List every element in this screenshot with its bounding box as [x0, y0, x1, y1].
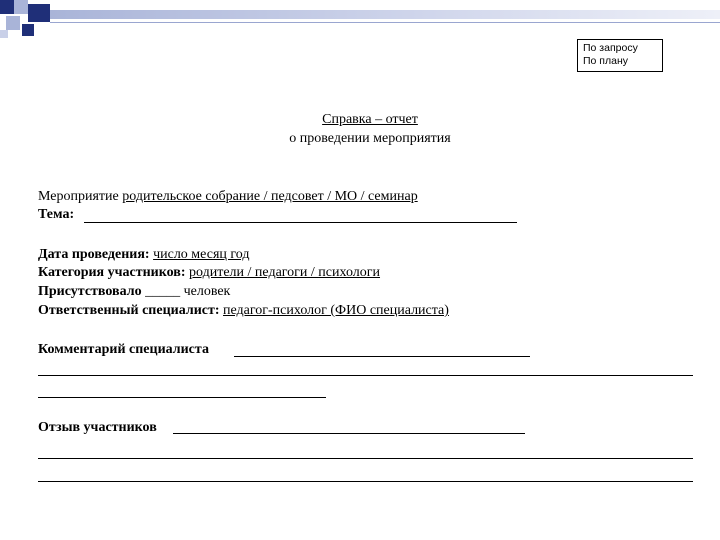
responsible-value: педагог-психолог (ФИО специалиста)	[223, 303, 449, 318]
responsible-row	[38, 302, 449, 320]
participants-feedback-blank-1	[173, 433, 525, 434]
document-subtitle: о проведении мероприятия	[289, 131, 451, 146]
specialist-comment-blank-1	[234, 356, 530, 357]
participants-feedback-row	[38, 419, 157, 437]
participants-feedback-blank-3	[38, 481, 693, 482]
corner-square-pale	[0, 30, 8, 38]
specialist-comment-label: Комментарий специалиста	[38, 342, 209, 357]
stamp-line-planned: По плану	[583, 55, 629, 67]
header-rule	[50, 22, 720, 23]
corner-square-light	[6, 16, 20, 30]
stamp-line-on-request: По запросу	[583, 42, 638, 54]
participants-feedback-label: Отзыв участников	[38, 420, 157, 435]
event-row	[38, 188, 418, 206]
date-label: Дата проведения:	[38, 247, 150, 262]
category-value: родители / педагоги / психологи	[189, 265, 381, 280]
event-label: Мероприятие	[38, 189, 119, 204]
corner-square-dark	[22, 24, 34, 36]
date-value: число месяц год	[153, 247, 250, 262]
topic-blank-line	[84, 222, 517, 223]
specialist-comment-blank-2	[38, 375, 693, 376]
category-row	[38, 264, 380, 282]
corner-square-dark	[28, 4, 50, 22]
corner-square-light	[14, 0, 28, 14]
attended-row	[38, 283, 230, 301]
attended-unit: человек	[183, 284, 231, 299]
specialist-comment-row	[38, 341, 209, 359]
corner-square-dark	[0, 0, 14, 14]
date-row	[38, 246, 250, 264]
document-title: Справка – отчет	[322, 112, 418, 127]
event-value: родительское собрание / педсовет / МО / семинар	[122, 189, 418, 204]
topic-label: Тема:	[38, 207, 75, 222]
responsible-label: Ответственный специалист:	[38, 303, 220, 318]
topic-row	[38, 206, 74, 224]
attended-blank: _____	[145, 284, 181, 299]
category-label: Категория участников:	[38, 265, 186, 280]
participants-feedback-blank-2	[38, 458, 693, 459]
specialist-comment-blank-3	[38, 397, 326, 398]
header-gradient-bar	[50, 10, 720, 19]
request-type-box	[577, 39, 663, 72]
attended-label: Присутствовало	[38, 284, 142, 299]
